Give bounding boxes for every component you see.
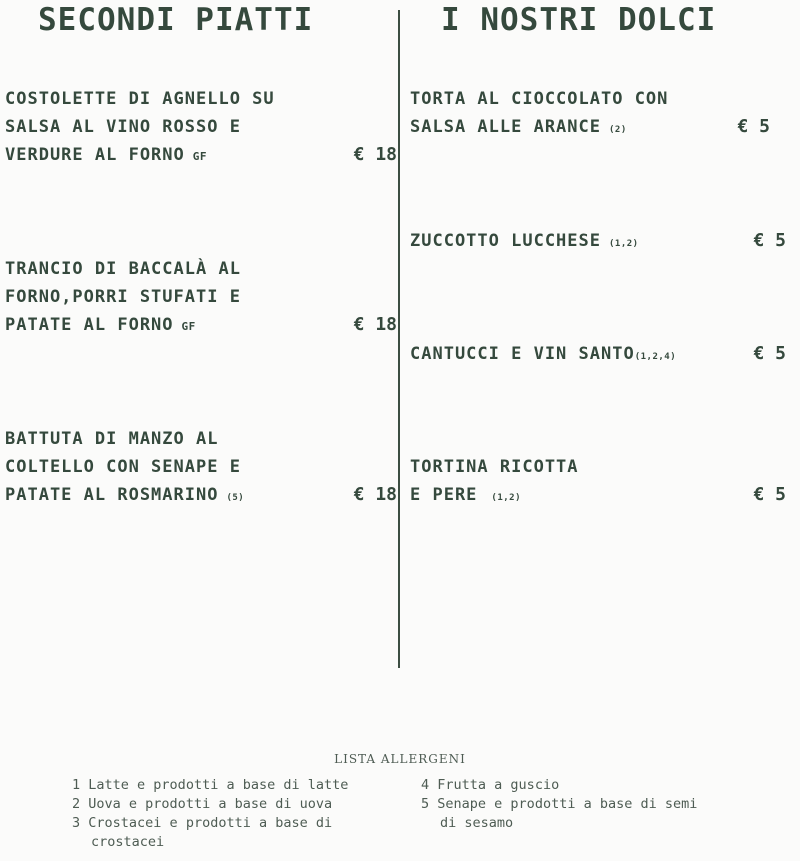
allergen-text: Senape e prodotti a base di semi: [437, 796, 698, 812]
dish-line: ZUCCOTTO LUCCHESE: [410, 231, 601, 251]
dish-torta: [410, 85, 668, 144]
allergen-text: Frutta a guscio: [437, 777, 560, 793]
secondi-piatti-title: SECONDI PIATTI: [38, 2, 314, 38]
price: € 5: [737, 116, 770, 137]
gluten-free-tag: GF: [192, 150, 208, 163]
dish-line: TORTINA RICOTTA: [410, 457, 579, 477]
dish-battuta: [5, 425, 244, 512]
dish-line: PATATE AL ROSMARINO: [5, 485, 219, 505]
allergen-item: [72, 795, 332, 814]
dish-line: FORNO,PORRI STUFATI E: [5, 287, 241, 307]
price: € 5: [753, 230, 786, 251]
allergen-tag: (1,2): [609, 239, 639, 249]
allergen-item: [421, 795, 697, 833]
price: € 18: [353, 314, 397, 335]
allergen-number: 1: [72, 777, 81, 793]
dish-line: CANTUCCI E VIN SANTO: [410, 344, 635, 364]
dish-line: TORTA AL CIOCCOLATO CON: [410, 89, 669, 109]
dish-line: E PERE: [410, 485, 478, 505]
allergen-text: crostacei: [91, 834, 165, 850]
allergen-tag: (2): [609, 125, 627, 135]
price: € 18: [353, 484, 397, 505]
dish-line: SALSA AL VINO ROSSO E: [5, 117, 241, 137]
allergen-tag: (5): [226, 493, 245, 503]
dish-line: COLTELLO CON SENAPE E: [5, 457, 241, 477]
dish-line: PATATE AL FORNO: [5, 315, 174, 335]
allergen-tag: (1,2,4): [634, 352, 677, 362]
allergen-number: 5: [421, 796, 430, 812]
dish-costolette: [5, 85, 275, 171]
dish-line: BATTUTA DI MANZO AL: [5, 429, 219, 449]
allergen-number: 2: [72, 796, 81, 812]
dish-zuccotto: [410, 227, 639, 258]
allergen-text: Latte e prodotti a base di latte: [88, 777, 349, 793]
allergen-item: [72, 814, 332, 852]
dish-baccala: [5, 255, 241, 341]
dish-line: VERDURE AL FORNO: [5, 145, 185, 165]
dolci-title: I NOSTRI DOLCI: [441, 2, 717, 38]
dish-line: SALSA ALLE ARANCE: [410, 117, 601, 137]
column-divider: [398, 10, 400, 668]
allergen-number: 4: [421, 777, 430, 793]
allergen-text: Crostacei e prodotti a base di: [88, 815, 333, 831]
allergen-item: [72, 776, 348, 795]
price: € 18: [353, 144, 397, 165]
allergen-list-heading: LISTA ALLERGENI: [334, 752, 466, 766]
allergen-number: 3: [72, 815, 81, 831]
gluten-free-tag: GF: [181, 320, 196, 333]
allergen-text: Uova e prodotti a base di uova: [88, 796, 333, 812]
dish-cantucci: [410, 340, 676, 371]
price: € 5: [753, 484, 786, 505]
dish-line: COSTOLETTE DI AGNELLO SU: [5, 89, 275, 109]
price: € 5: [753, 343, 786, 364]
allergen-tag: (1,2): [491, 493, 522, 503]
dish-tortina: [410, 453, 579, 512]
dish-line: TRANCIO DI BACCALÀ AL: [5, 259, 241, 279]
allergen-text: di sesamo: [440, 815, 514, 831]
allergen-item: [421, 776, 559, 795]
